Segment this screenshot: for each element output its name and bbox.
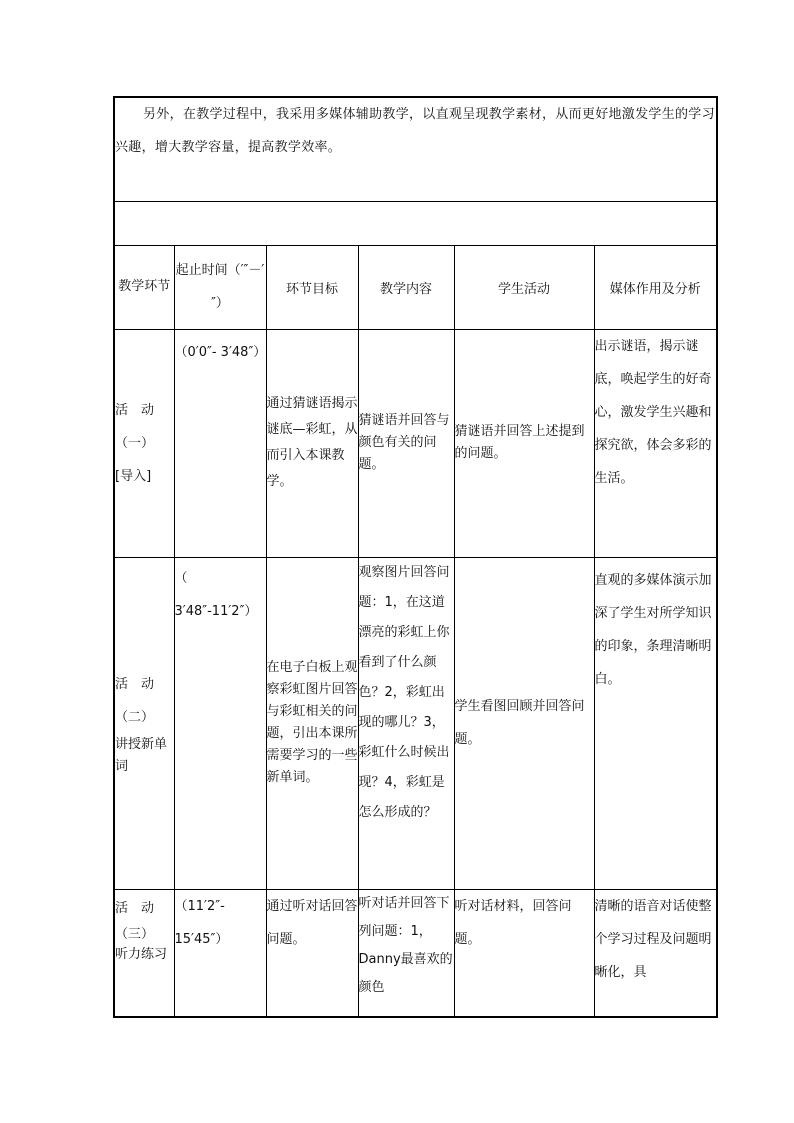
table-row (114, 329, 717, 557)
media-cell: 出示谜语，揭示谜底，唤起学生的好奇心，激发学生兴趣和探究欲，体会多彩的生活。 (594, 329, 717, 557)
time-cell: （0′0″- 3′48″） (174, 329, 266, 557)
header-time: 起止时间（′″－′″） (174, 245, 266, 329)
content-cell: 听对话并回答下列问题：1，Danny最喜欢的颜色 (358, 889, 454, 1017)
stage-title: [导入] (115, 468, 152, 484)
student-cell: 猜谜语并回答上述提到的问题。 (454, 329, 594, 557)
stage-label: 活 动 (115, 402, 155, 418)
content-cell: 观察图片回答问题：1，在这道漂亮的彩虹上你看到了什么颜色？2，彩虹出现的哪儿？3，彩虹什么时候出现？4，彩虹是怎么形成的？ (358, 557, 454, 889)
header-content: 教学内容 (358, 245, 454, 329)
stage-number: （一） (115, 435, 155, 451)
intro-cell (114, 97, 717, 201)
lesson-plan-table (113, 96, 718, 1018)
header-student: 学生活动 (454, 245, 594, 329)
stage-number: （二） (115, 710, 155, 725)
stage-cell (114, 889, 174, 1017)
intro-paragraph: 另外，在教学过程中，我采用多媒体辅助教学，以直观呈现教学素材，从而更好地激发学生的学习兴趣，增大教学容量，提高教学效率。 (115, 107, 715, 155)
stage-title: 讲授新单词 (115, 737, 168, 774)
content-cell: 猜谜语并回答与颜色有关的问题。 (358, 329, 454, 557)
table-row (114, 557, 717, 889)
stage-number: （三） (115, 926, 155, 942)
time-cell: （ 3′48″-11′2″） (174, 557, 266, 889)
goal-cell: 通过猜谜语揭示谜底—彩虹，从而引入本课教学。 (266, 329, 358, 557)
blank-row (114, 201, 717, 245)
header-goal: 环节目标 (266, 245, 358, 329)
media-cell: 直观的多媒体演示加深了学生对所学知识的印象，条理清晰明白。 (594, 557, 717, 889)
table-row (114, 889, 717, 1017)
stage-label: 活 动 (115, 900, 155, 916)
stage-cell (114, 329, 174, 557)
header-media: 媒体作用及分析 (594, 245, 717, 329)
stage-label: 活 动 (115, 677, 155, 692)
header-stage: 教学环节 (114, 245, 174, 329)
stage-cell (114, 557, 174, 889)
stage-title: 听力练习 (115, 946, 168, 962)
student-cell: 学生看图回顾并回答问题。 (454, 557, 594, 889)
goal-cell: 在电子白板上观察彩虹图片回答与彩虹相关的问题，引出本课所需要学习的一些新单词。 (266, 557, 358, 889)
goal-cell: 通过听对话回答问题。 (266, 889, 358, 1017)
media-cell: 清晰的语音对话使整个学习过程及问题明晰化，具 (594, 889, 717, 1017)
student-cell: 听对话材料，回答问题。 (454, 889, 594, 1017)
time-cell: （11′2″- 15′45″） (174, 889, 266, 1017)
